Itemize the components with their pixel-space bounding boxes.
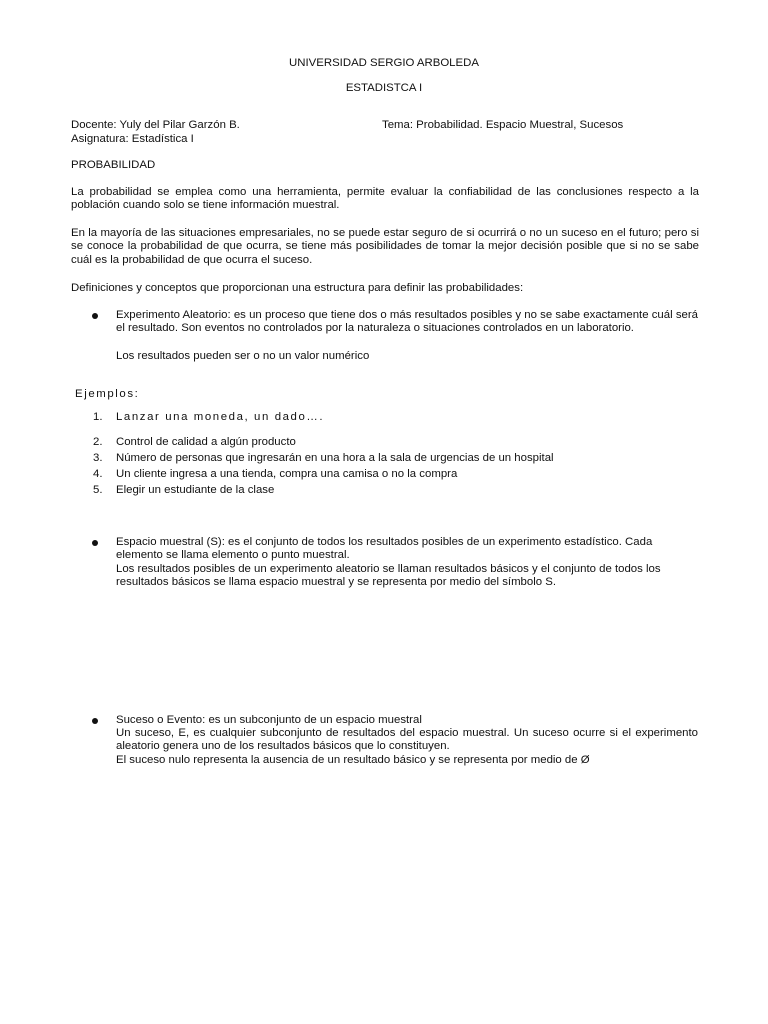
topic-line: Tema: Probabilidad. Espacio Muestral, Sucesos xyxy=(382,119,624,131)
list-item xyxy=(93,452,693,465)
list-item xyxy=(93,484,693,497)
paragraph-business: En la mayoría de las situaciones empresariales, no se puede estar seguro de si ocurrirá o no un suceso en el futuro; pero si se conoce la probabilidad de que ocurra, se tiene más posibilidades de tomar la mejor decisión posible que si no se sabe cuál es la probabilidad de que ocurra el suceso. xyxy=(71,227,699,266)
course-title: ESTADISTCA I xyxy=(345,82,423,94)
list-item-text: Control de calidad a algún producto xyxy=(116,436,296,448)
list-item-text: Lanzar una moneda, un dado…. xyxy=(116,411,325,423)
list-item xyxy=(93,411,693,424)
examples-title: Ejemplos: xyxy=(75,388,140,400)
bullet-marker xyxy=(92,540,98,546)
bullet-espacio-muestral: Espacio muestral (S): es el conjunto de todos los resultados posibles de un experimento estadístico. Cada elemento se llama elemento o punto muestral. xyxy=(116,536,653,562)
section-title: PROBABILIDAD xyxy=(71,159,156,171)
university-title: UNIVERSIDAD SERGIO ARBOLEDA xyxy=(289,57,479,69)
paragraph-definitions: Definiciones y conceptos que proporcionan una estructura para definir las probabilidades: xyxy=(71,282,524,294)
bullet-suceso-line3: El suceso nulo representa la ausencia de un resultado básico y se representa por medio de Ø xyxy=(116,754,590,766)
bullet-experimento-line2: Los resultados pueden ser o no un valor numérico xyxy=(116,350,370,362)
bullet-suceso: Suceso o Evento: es un subconjunto de un espacio muestral xyxy=(116,714,422,726)
paragraph-intro: La probabilidad se emplea como una herramienta, permite evaluar la confiabilidad de las conclusiones respecto a la población cuando solo se tiene información muestral. xyxy=(71,186,699,212)
bullet-experimento-aleatorio: Experimento Aleatorio: es un proceso que tiene dos o más resultados posibles y no se sabe exactamente cuál será el resultado. Son eventos no controlados por la naturaleza o situaciones controlados en un laboratorio. xyxy=(116,309,698,335)
list-item-number: 3. xyxy=(93,452,103,464)
list-item-text: Elegir un estudiante de la clase xyxy=(116,484,275,496)
bullet-marker xyxy=(92,718,98,724)
list-item-number: 1. xyxy=(93,411,103,423)
list-item-text: Número de personas que ingresarán en una hora a la sala de urgencias de un hospital xyxy=(116,452,554,464)
list-item-number: 5. xyxy=(93,484,103,496)
list-item xyxy=(93,436,693,449)
bullet-marker xyxy=(92,313,98,319)
list-item-text: Un cliente ingresa a una tienda, compra una camisa o no la compra xyxy=(116,468,458,480)
bullet-suceso-line2: Un suceso, E, es cualquier subconjunto de resultados del espacio muestral. Un suceso ocurre si el experimento aleatorio genera uno de los resultados básicos que lo constituyen. xyxy=(116,727,698,753)
bullet-espacio-line2: Los resultados posibles de un experimento aleatorio se llaman resultados básicos y el conjunto de todos los resultados básicos se llama espacio muestral y se representa por medio del símbolo S. xyxy=(116,563,661,589)
teacher-line: Docente: Yuly del Pilar Garzón B. xyxy=(71,119,240,131)
list-item-number: 4. xyxy=(93,468,103,480)
subject-line: Asignatura: Estadística I xyxy=(71,133,194,145)
list-item-number: 2. xyxy=(93,436,103,448)
list-item xyxy=(93,468,693,481)
